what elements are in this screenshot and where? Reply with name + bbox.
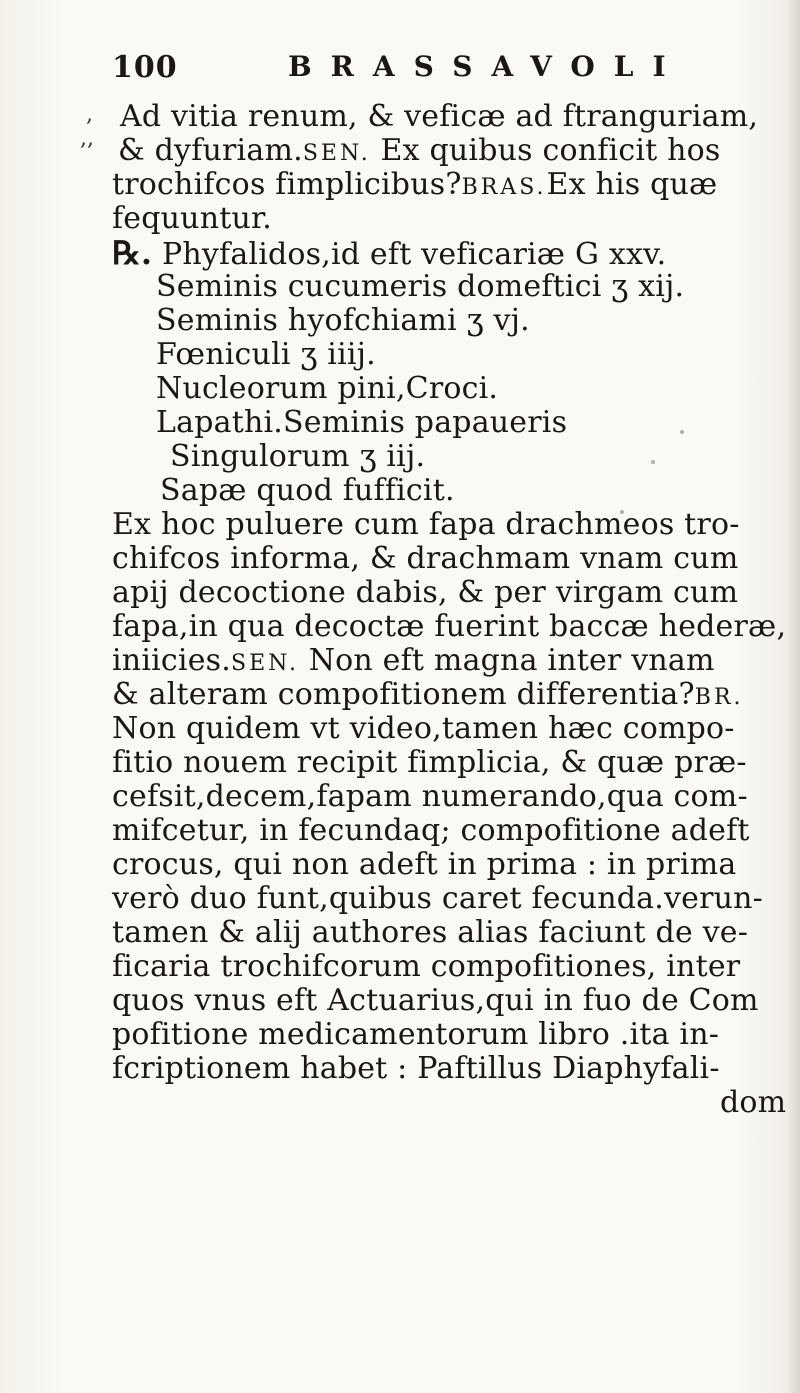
- ingredient-line: Nucleorum pini,Croci.: [156, 371, 499, 406]
- ingredient-line: Seminis cucumeris domeftici ʒ xij.: [156, 269, 685, 304]
- recipe-line: ℞. Phyfalidos,id eft veficariæ G xxv.: [112, 234, 667, 272]
- text-line: quos vnus eft Actuarius,qui in fuo de Com: [112, 983, 759, 1018]
- margin-mark: ,: [86, 102, 93, 127]
- ink-speck: [620, 510, 624, 514]
- running-title: BRASSAVOLI: [288, 50, 685, 83]
- page-edge-shadow: [786, 0, 800, 1393]
- text-line: Non quidem vt video,tamen hæc compo-: [112, 711, 735, 746]
- text-line: apij decoctione dabis, & per virgam cum: [112, 575, 739, 610]
- text-line: trochifcos fimplicibus?BRAS.Ex his quæ: [112, 167, 718, 202]
- text-line: verò duo funt,quibus caret fecunda.verun-: [112, 881, 764, 916]
- text-line: fcriptionem habet : Paftillus Diaphyfali-: [112, 1051, 720, 1086]
- text-line: Ad vitia renum, & veficæ ad ftranguriam,: [120, 99, 759, 134]
- text-line: mifcetur, in fecundaq; compofitione adeft: [112, 813, 750, 848]
- margin-mark: ,,: [80, 126, 94, 151]
- recipe-symbol: ℞.: [112, 234, 153, 272]
- text-line: & dyfuriam.SEN. Ex quibus conficit hos: [118, 133, 721, 168]
- ingredient-line: Fœniculi ʒ iiij.: [156, 337, 376, 372]
- ink-speck: [680, 430, 684, 434]
- text-line: & alteram compofitionem differentia?BR.: [112, 677, 744, 712]
- ink-speck: [651, 460, 655, 464]
- page-header: [112, 50, 702, 94]
- text-line: ficaria trochifcorum compofitiones, inter: [112, 949, 741, 984]
- ingredient-line: Sapæ quod fufficit.: [160, 473, 455, 508]
- text-line: fequuntur.: [112, 201, 272, 236]
- text-line: iniicies.SEN. Non eft magna inter vnam: [112, 643, 715, 678]
- text-line: chifcos informa, & drachmam vnam cum: [112, 541, 739, 576]
- text-line: crocus, qui non adeft in prima : in prima: [112, 847, 737, 882]
- catchword: dom: [720, 1085, 787, 1120]
- ingredient-line: Seminis hyofchiami ʒ vj.: [156, 303, 530, 338]
- ingredient-line: Singulorum ʒ iij.: [170, 439, 426, 474]
- text-line: fitio nouem recipit fimplicia, & quæ præ-: [112, 745, 747, 780]
- text-line: Ex hoc puluere cum fapa drachmeos tro-: [112, 507, 740, 542]
- text-line: pofitione medicamentorum libro .ita in-: [112, 1017, 720, 1052]
- text-line: fapa,in qua decoctæ fuerint baccæ hederæ,: [112, 609, 787, 644]
- text-line: cefsit,decem,fapam numerando,qua com-: [112, 779, 748, 814]
- text-line: tamen & alij authores alias faciunt de ve-: [112, 915, 749, 950]
- ingredient-line: Lapathi.Seminis papaueris: [156, 405, 568, 440]
- page-number: 100: [112, 50, 178, 85]
